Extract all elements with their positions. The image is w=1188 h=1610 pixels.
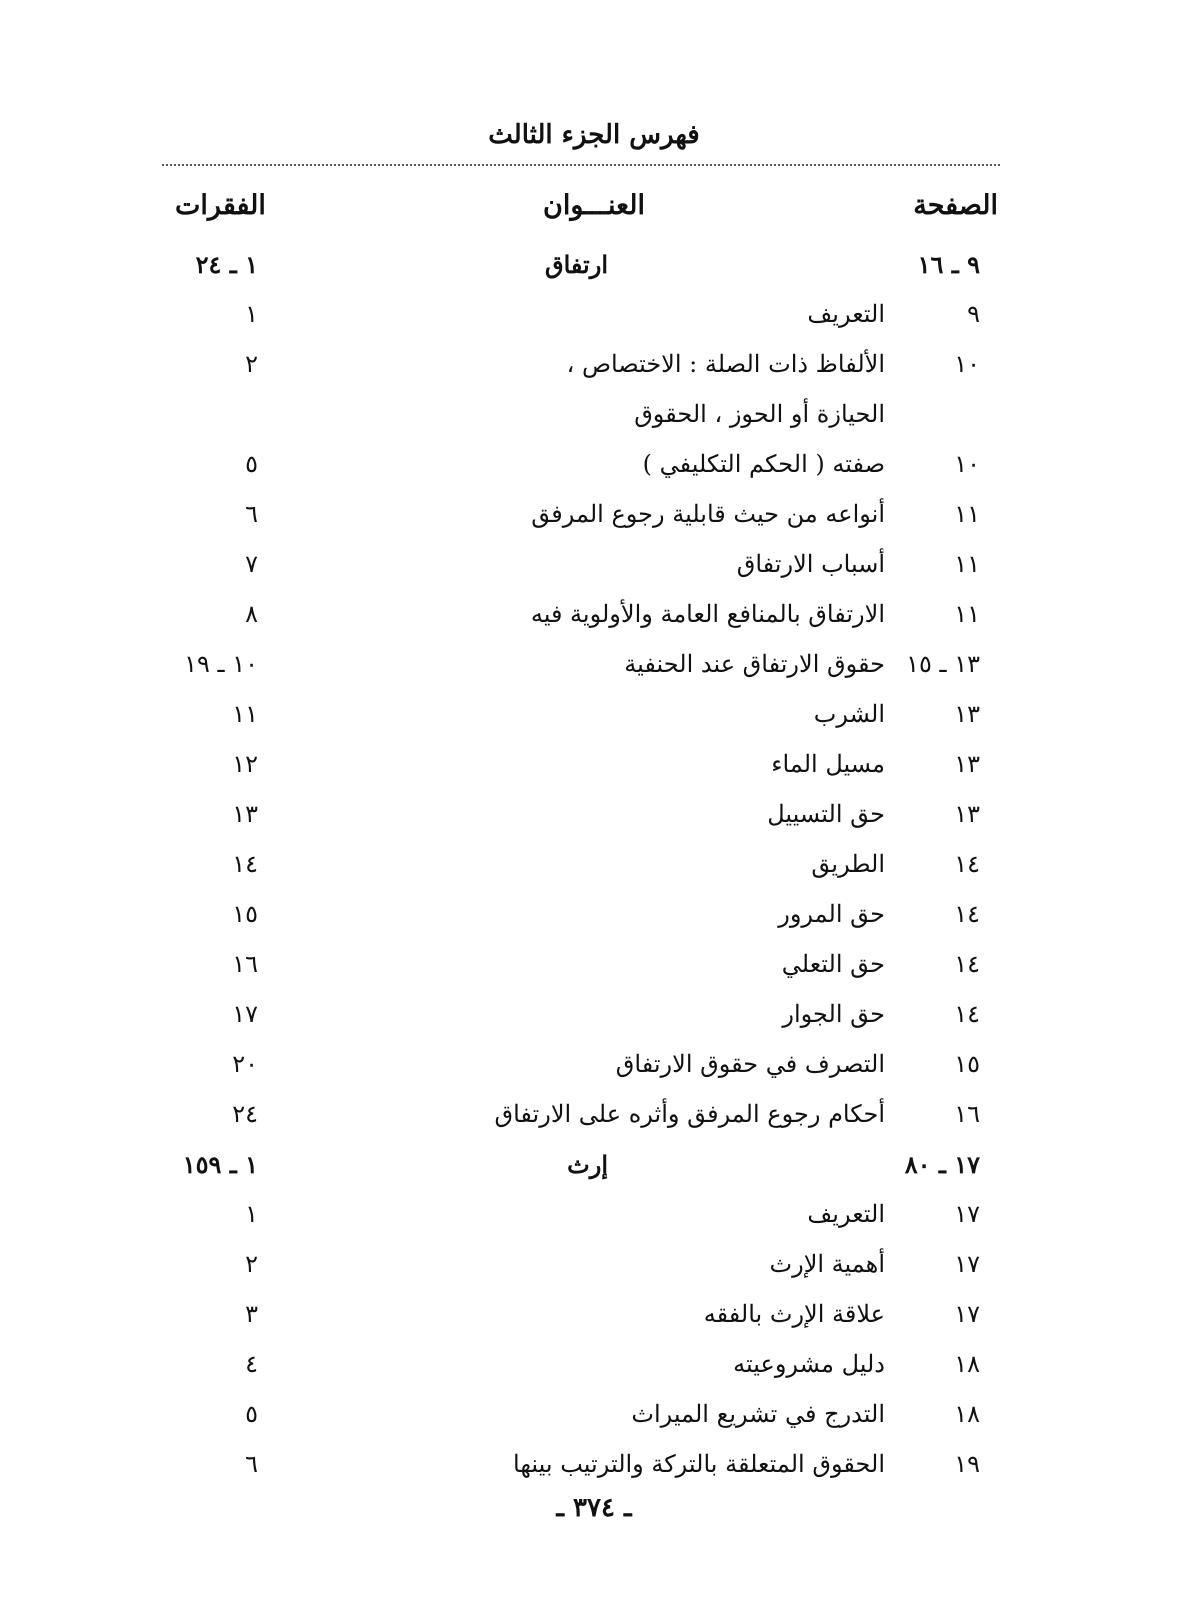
entry-page: ١٤	[954, 850, 980, 878]
entry-paragraphs: ١ ـ ٢٤	[195, 250, 258, 279]
entry-title: التعريف	[807, 1200, 885, 1228]
entry-title: حق التسييل	[767, 800, 885, 828]
index-row	[0, 798, 1188, 848]
entry-title: حق المرور	[778, 900, 885, 928]
column-headers	[0, 190, 1188, 240]
index-row	[0, 1198, 1188, 1248]
index-row	[0, 298, 1188, 348]
entry-paragraphs: ١١	[232, 700, 258, 728]
entry-page: ١٠	[954, 450, 980, 478]
entry-paragraphs: ٦	[245, 1450, 258, 1478]
entry-paragraphs: ٤	[245, 1350, 258, 1378]
index-row	[0, 248, 1188, 298]
entry-title: أهمية الإرث	[769, 1250, 885, 1278]
entry-paragraphs: ٢	[245, 1250, 258, 1278]
entry-page: ٩	[967, 300, 980, 328]
entry-title: التصرف في حقوق الارتفاق	[615, 1050, 885, 1078]
header-paragraphs: الفقرات	[175, 190, 266, 221]
entry-paragraphs: ٣	[245, 1300, 258, 1328]
entry-page: ١٤	[954, 900, 980, 928]
index-row	[0, 598, 1188, 648]
entry-title: الألفاظ ذات الصلة : الاختصاص ،	[566, 350, 885, 378]
entry-page: ١٩	[954, 1450, 980, 1478]
entry-paragraphs: ١٧	[232, 1000, 258, 1028]
entry-title: الطريق	[811, 850, 885, 878]
entry-paragraphs: ٥	[245, 1400, 258, 1428]
entry-paragraphs: ١	[245, 300, 258, 328]
entry-paragraphs: ١٥	[232, 900, 258, 928]
entry-paragraphs: ١ ـ ١٥٩	[182, 1150, 258, 1179]
entry-title: التدرج في تشريع الميراث	[631, 1400, 885, 1428]
index-row	[0, 1048, 1188, 1098]
index-row	[0, 1098, 1188, 1148]
entry-title: حقوق الارتفاق عند الحنفية	[624, 650, 885, 678]
entry-page: ٩ ـ ١٦	[917, 250, 980, 279]
entry-title: الحقوق المتعلقة بالتركة والترتيب بينها	[513, 1450, 885, 1478]
entry-page: ١٧ ـ ٨٠	[904, 1150, 980, 1179]
entry-page: ١٨	[954, 1350, 980, 1378]
index-row	[0, 1248, 1188, 1298]
index-row	[0, 648, 1188, 698]
entry-page: ١٨	[954, 1400, 980, 1428]
entry-paragraphs: ٦	[245, 500, 258, 528]
index-table	[0, 248, 1188, 1498]
page-title: فهرس الجزء الثالث	[488, 120, 700, 150]
entry-paragraphs: ١٣	[232, 800, 258, 828]
header-title: العنـــوان	[543, 190, 645, 221]
index-row	[0, 998, 1188, 1048]
entry-heading: إرث	[567, 1150, 608, 1179]
entry-heading: ارتفاق	[544, 250, 608, 279]
index-row	[0, 1398, 1188, 1448]
index-row	[0, 498, 1188, 548]
index-row	[0, 848, 1188, 898]
entry-title: حق الجوار	[782, 1000, 885, 1028]
header-page: الصفحة	[913, 190, 998, 221]
entry-paragraphs: ٢٤	[232, 1100, 258, 1128]
entry-title: الحيازة أو الحوز ، الحقوق	[634, 400, 885, 428]
title-divider	[162, 164, 1000, 166]
index-row	[0, 398, 1188, 448]
entry-paragraphs: ١٢	[232, 750, 258, 778]
entry-paragraphs: ٥	[245, 450, 258, 478]
index-row	[0, 448, 1188, 498]
index-row	[0, 748, 1188, 798]
index-row	[0, 1448, 1188, 1498]
entry-paragraphs: ٢	[245, 350, 258, 378]
entry-paragraphs: ١٠ ـ ١٩	[184, 650, 258, 678]
index-row	[0, 698, 1188, 748]
entry-page: ١٧	[954, 1300, 980, 1328]
entry-page: ١٣ ـ ١٥	[906, 650, 980, 678]
entry-page: ١٣	[954, 700, 980, 728]
entry-page: ١٧	[954, 1200, 980, 1228]
entry-page: ١١	[954, 550, 980, 578]
entry-title: أنواعه من حيث قابلية رجوع المرفق	[531, 500, 885, 528]
entry-title: أسباب الارتفاق	[736, 550, 885, 578]
index-row	[0, 948, 1188, 998]
entry-page: ١٣	[954, 750, 980, 778]
entry-paragraphs: ١٦	[232, 950, 258, 978]
entry-title: أحكام رجوع المرفق وأثره على الارتفاق	[494, 1100, 885, 1128]
entry-page: ١٤	[954, 1000, 980, 1028]
entry-title: دليل مشروعيته	[733, 1350, 885, 1378]
page-number: ـ ٣٧٤ ـ	[556, 1493, 632, 1523]
index-row	[0, 1148, 1188, 1198]
entry-page: ١٥	[954, 1050, 980, 1078]
entry-page: ١١	[954, 500, 980, 528]
entry-page: ١٣	[954, 800, 980, 828]
entry-page: ١١	[954, 600, 980, 628]
entry-page: ١٧	[954, 1250, 980, 1278]
index-row	[0, 548, 1188, 598]
entry-paragraphs: ١	[245, 1200, 258, 1228]
index-row	[0, 898, 1188, 948]
index-row	[0, 348, 1188, 398]
index-row	[0, 1298, 1188, 1348]
entry-title: الارتفاق بالمنافع العامة والأولوية فيه	[530, 600, 885, 628]
entry-title: مسيل الماء	[771, 750, 885, 778]
entry-title: التعريف	[807, 300, 885, 328]
entry-page: ١٤	[954, 950, 980, 978]
entry-page: ١٦	[954, 1100, 980, 1128]
entry-paragraphs: ٧	[245, 550, 258, 578]
entry-title: صفته ( الحكم التكليفي )	[642, 450, 885, 478]
entry-title: علاقة الإرث بالفقه	[703, 1300, 885, 1328]
entry-paragraphs: ٨	[245, 600, 258, 628]
index-row	[0, 1348, 1188, 1398]
entry-title: حق التعلي	[781, 950, 885, 978]
entry-paragraphs: ١٤	[232, 850, 258, 878]
entry-page: ١٠	[954, 350, 980, 378]
entry-paragraphs: ٢٠	[232, 1050, 258, 1078]
entry-title: الشرب	[813, 700, 885, 728]
